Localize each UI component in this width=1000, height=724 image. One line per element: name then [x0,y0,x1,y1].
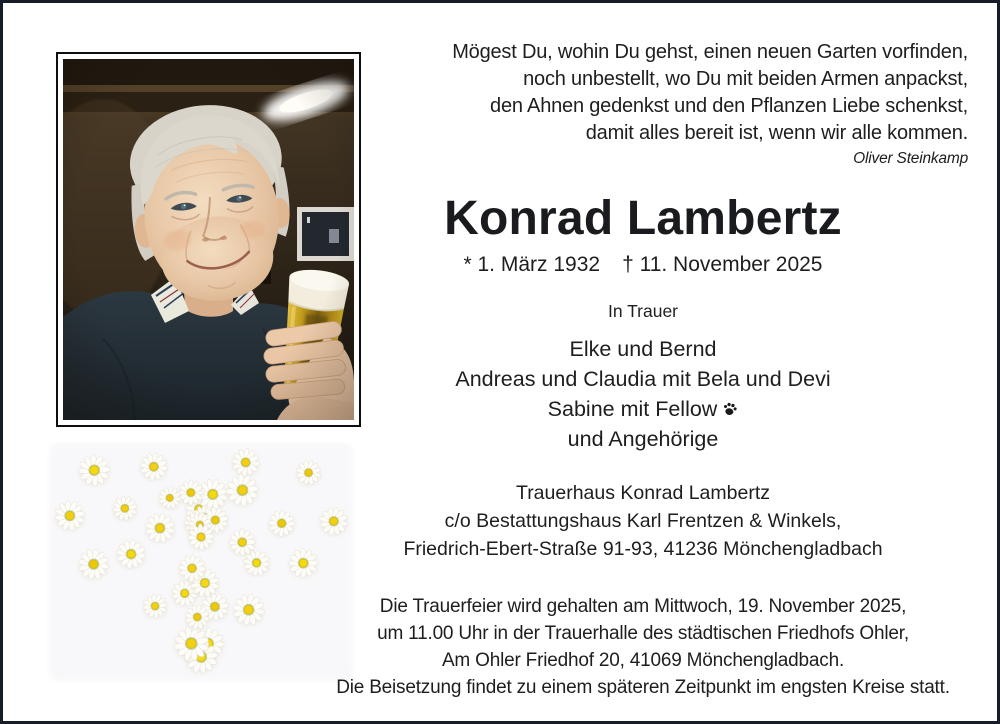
funeral-line: Am Ohler Friedhof 20, 41069 Mönchengladbach. [441,650,845,671]
funeral-line: Die Trauerfeier wird gehalten am Mittwoch, 19. November 2025, [379,596,907,617]
poem-line: Mögest Du, wohin Du gehst, einen neuen Garten vorfinden, [452,41,968,63]
contact-line: Friedrich-Ebert-Straße 91-93, 41236 Mönchengladbach [403,538,883,560]
paw-icon [722,401,738,417]
poem [318,39,968,169]
mourner-line: und Angehörige [567,427,719,451]
contact-line: Trauerhaus Konrad Lambertz [516,482,770,504]
funeral-line: Die Beisetzung findet zu einem späteren Zeitpunkt im engsten Kreise statt. [336,677,950,698]
funeral-home-address [318,479,968,563]
mourner-line: Andreas und Claudia mit Bela und Devi [455,367,831,391]
portrait-photo [63,59,354,420]
poem-author: Oliver Steinkamp [853,150,968,167]
funeral-line: um 11.00 Uhr in der Trauerhalle des städtischen Friedhofs Ohler, [377,623,909,644]
poem-line: noch unbestellt, wo Du mit beiden Armen anpackst, [523,68,968,90]
portrait-photo-frame [56,52,361,427]
mourning-intro: In Trauer [607,301,679,321]
death-date: † 11. November 2025 [622,253,823,276]
daisy-heart-image [41,441,361,691]
obituary-text-column [318,39,968,701]
deceased-name: Konrad Lambertz [444,192,842,245]
mourner-line-text: Sabine mit Fellow [547,397,718,421]
funeral-details [318,593,968,701]
mourners-list [318,334,968,454]
poem-line: den Ahnen gedenkst und den Pflanzen Liebe schenkst, [490,95,968,117]
life-dates [318,252,968,278]
birth-date: * 1. März 1932 [463,253,601,276]
daisy-heart-svg [41,441,361,691]
contact-line: c/o Bestattungshaus Karl Frentzen & Winkels, [444,510,842,532]
poem-line: damit alles bereit ist, wenn wir alle kommen. [585,122,968,144]
mourner-line [318,394,968,424]
mourner-line: Elke und Bernd [569,337,717,361]
